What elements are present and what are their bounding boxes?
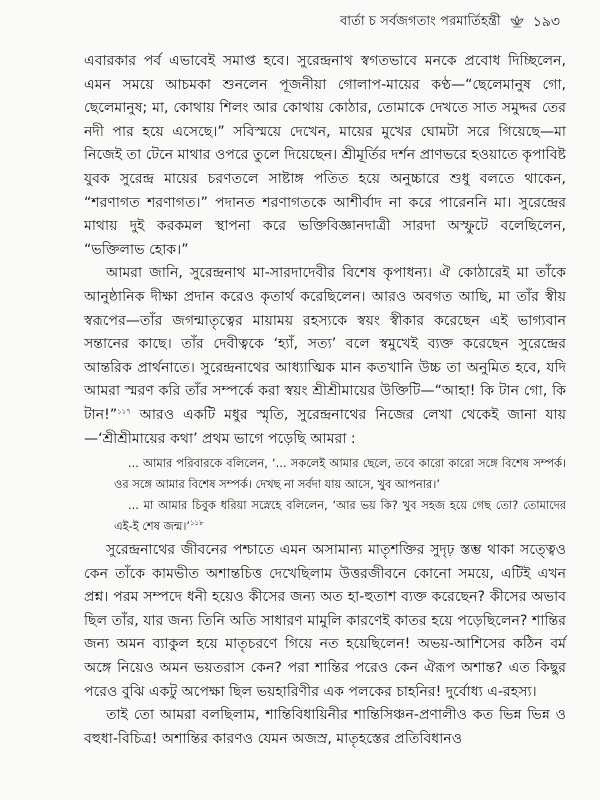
paragraph-3: সুরেন্দ্রনাথের জীবনের পশ্চাতে এমন অসামান্য মাতৃশক্তির সুদৃঢ় স্তম্ভ থাকা সত্ত্বেও কেন তাঁকে কামভীত অশান্তচিত্ত দেখেছিলাম উত্তরজীবনে কোনো সময়ে, এটিই এখন প্রশ্ন। পরম সম্পদে ধনী হয়েও কীসের জন্য অত হা-হুতাশ ব্যক্ত করেছেন? কীসের অভাব ছিল তাঁর, যার জন্য তিনি অতি সাধারণ মামুলি কারণেই কাতর হয়ে পড়েছিলেন? শান্তির জন্য অমন ব্যাকুল হয়ে মাতৃচরণে গিয়ে নত হয়েছিলেন! অভয়-আশিসের কঠিন বর্ম অঙ্গে নিয়েও অমন ভয়তরাস কেন? পরা শান্তির পরেও কেন ঐরূপ অশান্ত? এত কিছুর পরেও বুঝি একটু অপেক্ষা ছিল ভয়হারিণীর এক পলকের চাহনির! দুর্বোধ্য এ-রহস্য। (84, 542, 566, 700)
lotus-ornament-icon (509, 14, 525, 30)
running-header (84, 8, 566, 36)
paragraph-4: তাই তো আমরা বলছিলাম, শান্তিবিধায়িনীর শান্তিসিঞ্চন-প্রণালীও কত ভিন্ন ভিন্ন ও বহুধা-বিচিত্র! অশান্তির কারণও যেমন অজস্র, মাতৃহস্তের প্রতিবিধানও (84, 707, 566, 747)
paragraph-2 (84, 262, 566, 451)
running-header-title: বার্তা চ সর্বজগতাং পরমার্তিহন্ত্রী (339, 13, 501, 29)
body-text (84, 50, 566, 751)
paragraph-2-text: আমরা জানি, সুরেন্দ্রনাথ মা-সারদাদেবীর বিশেষ কৃপাধন্য। ঐ কোঠারেই মা তাঁকে আনুষ্ঠানিক দীক্ষা প্রদান করেও কৃতার্থ করেছিলেন। আরও অবগত আছি, মা তাঁর স্বীয় স্বরূপের—তাঁর জগন্মাতৃত্বের মায়াময় রহস্যকে স্বয়ং স্বীকার করেছেন এই ভাগ্যবান সন্তানের কাছে। তাঁর দেবীত্বকে ‘হ্যাঁ, সত্য’ বলে স্বমুখেই ব্যক্ত করেছেন সুরেন্দ্রের আন্তরিক প্রার্থনাতে। সুরেন্দ্রনাথের আধ্যাত্মিক মান কতখানি উচ্চ তা অনুমিত হবে, যদি আমরা স্মরণ করি তাঁর সম্পর্কে করা স্বয়ং শ্রীশ্রীমায়ের উক্তিটি—“আহা! কি টান গো, কি টান!” (84, 265, 566, 423)
quote-line-2 (114, 495, 566, 537)
paragraph-2-tail: আরও একটি মধুর স্মৃতি, সুরেন্দ্রনাথের নিজের লেখা থেকেই জানা যায়—‘শ্রীশ্রীমায়ের কথা’ প্রথম ভাগে পড়েছি আমরা : (84, 406, 566, 447)
footnote-ref-117: ১১৭ (117, 407, 131, 416)
page-number: ১৯৩ (532, 14, 560, 30)
quote-line-2-text: ... মা আমার চিবুক ধরিয়া সস্নেহে বলিলেন, ‘আর ভয় কি? খুব সহজ হয়ে গেছ তো? তোমাদের এই-ই শেষ জন্ম।’ (114, 498, 566, 534)
block-quote (84, 453, 566, 537)
paragraph-1: এবারকার পর্ব এভাবেই সমাপ্ত হবে। সুরেন্দ্রনাথ স্বগতভাবে মনকে প্রবোধ দিচ্ছিলেন, এমন সময়ে আচমকা শুনলেন পূজনীয়া গোলাপ-মায়ের কণ্ঠ—“ছেলেমানুষ গো, ছেলেমানুষ; মা, কোথায় শিলং আর কোথায় কোঠার, তোমাকে দেখতে সাত সমুদ্দর তের নদী পার হয়ে এসেছে।” সবিস্ময়ে দেখেন, মায়ের মুখের ঘোমটা সরে গিয়েছে—মা নিজেই তা টেনে মাথার ওপরে তুলে দিয়েছেন। শ্রীমূর্তির দর্শন প্রাণভরে হওয়াতে কৃপাবিষ্ট যুবক সুরেন্দ্র মায়ের চরণতলে সাষ্টাঙ্গ পতিত হয়ে অনুচ্চারে শুধু বলতে থাকেন, “শরণাগত শরণাগত।” পদানত শরণাগতকে আশীর্বাদ না করে পারেননি মা। সুরেন্দ্রের মাথায় দুই করকমল স্থাপনা করে ভক্তিবিজ্ঞানদাত্রী সারদা অস্ফুটে বলেছিলেন, “ভক্তিলাভ হোক।” (84, 53, 566, 258)
quote-line-1: ... আমার পরিবারকে বলিলেন, ‘... সকলেই আমার ছেলে, তবে কারো কারো সঙ্গে বিশেষ সম্পর্ক। ওর সঙ্গে আমার বিশেষ সম্পর্ক। দেখছ না সর্বদা যায় আসে, খুব আপনার।’ (114, 456, 566, 492)
footnote-ref-118: ১১৮ (190, 519, 204, 528)
